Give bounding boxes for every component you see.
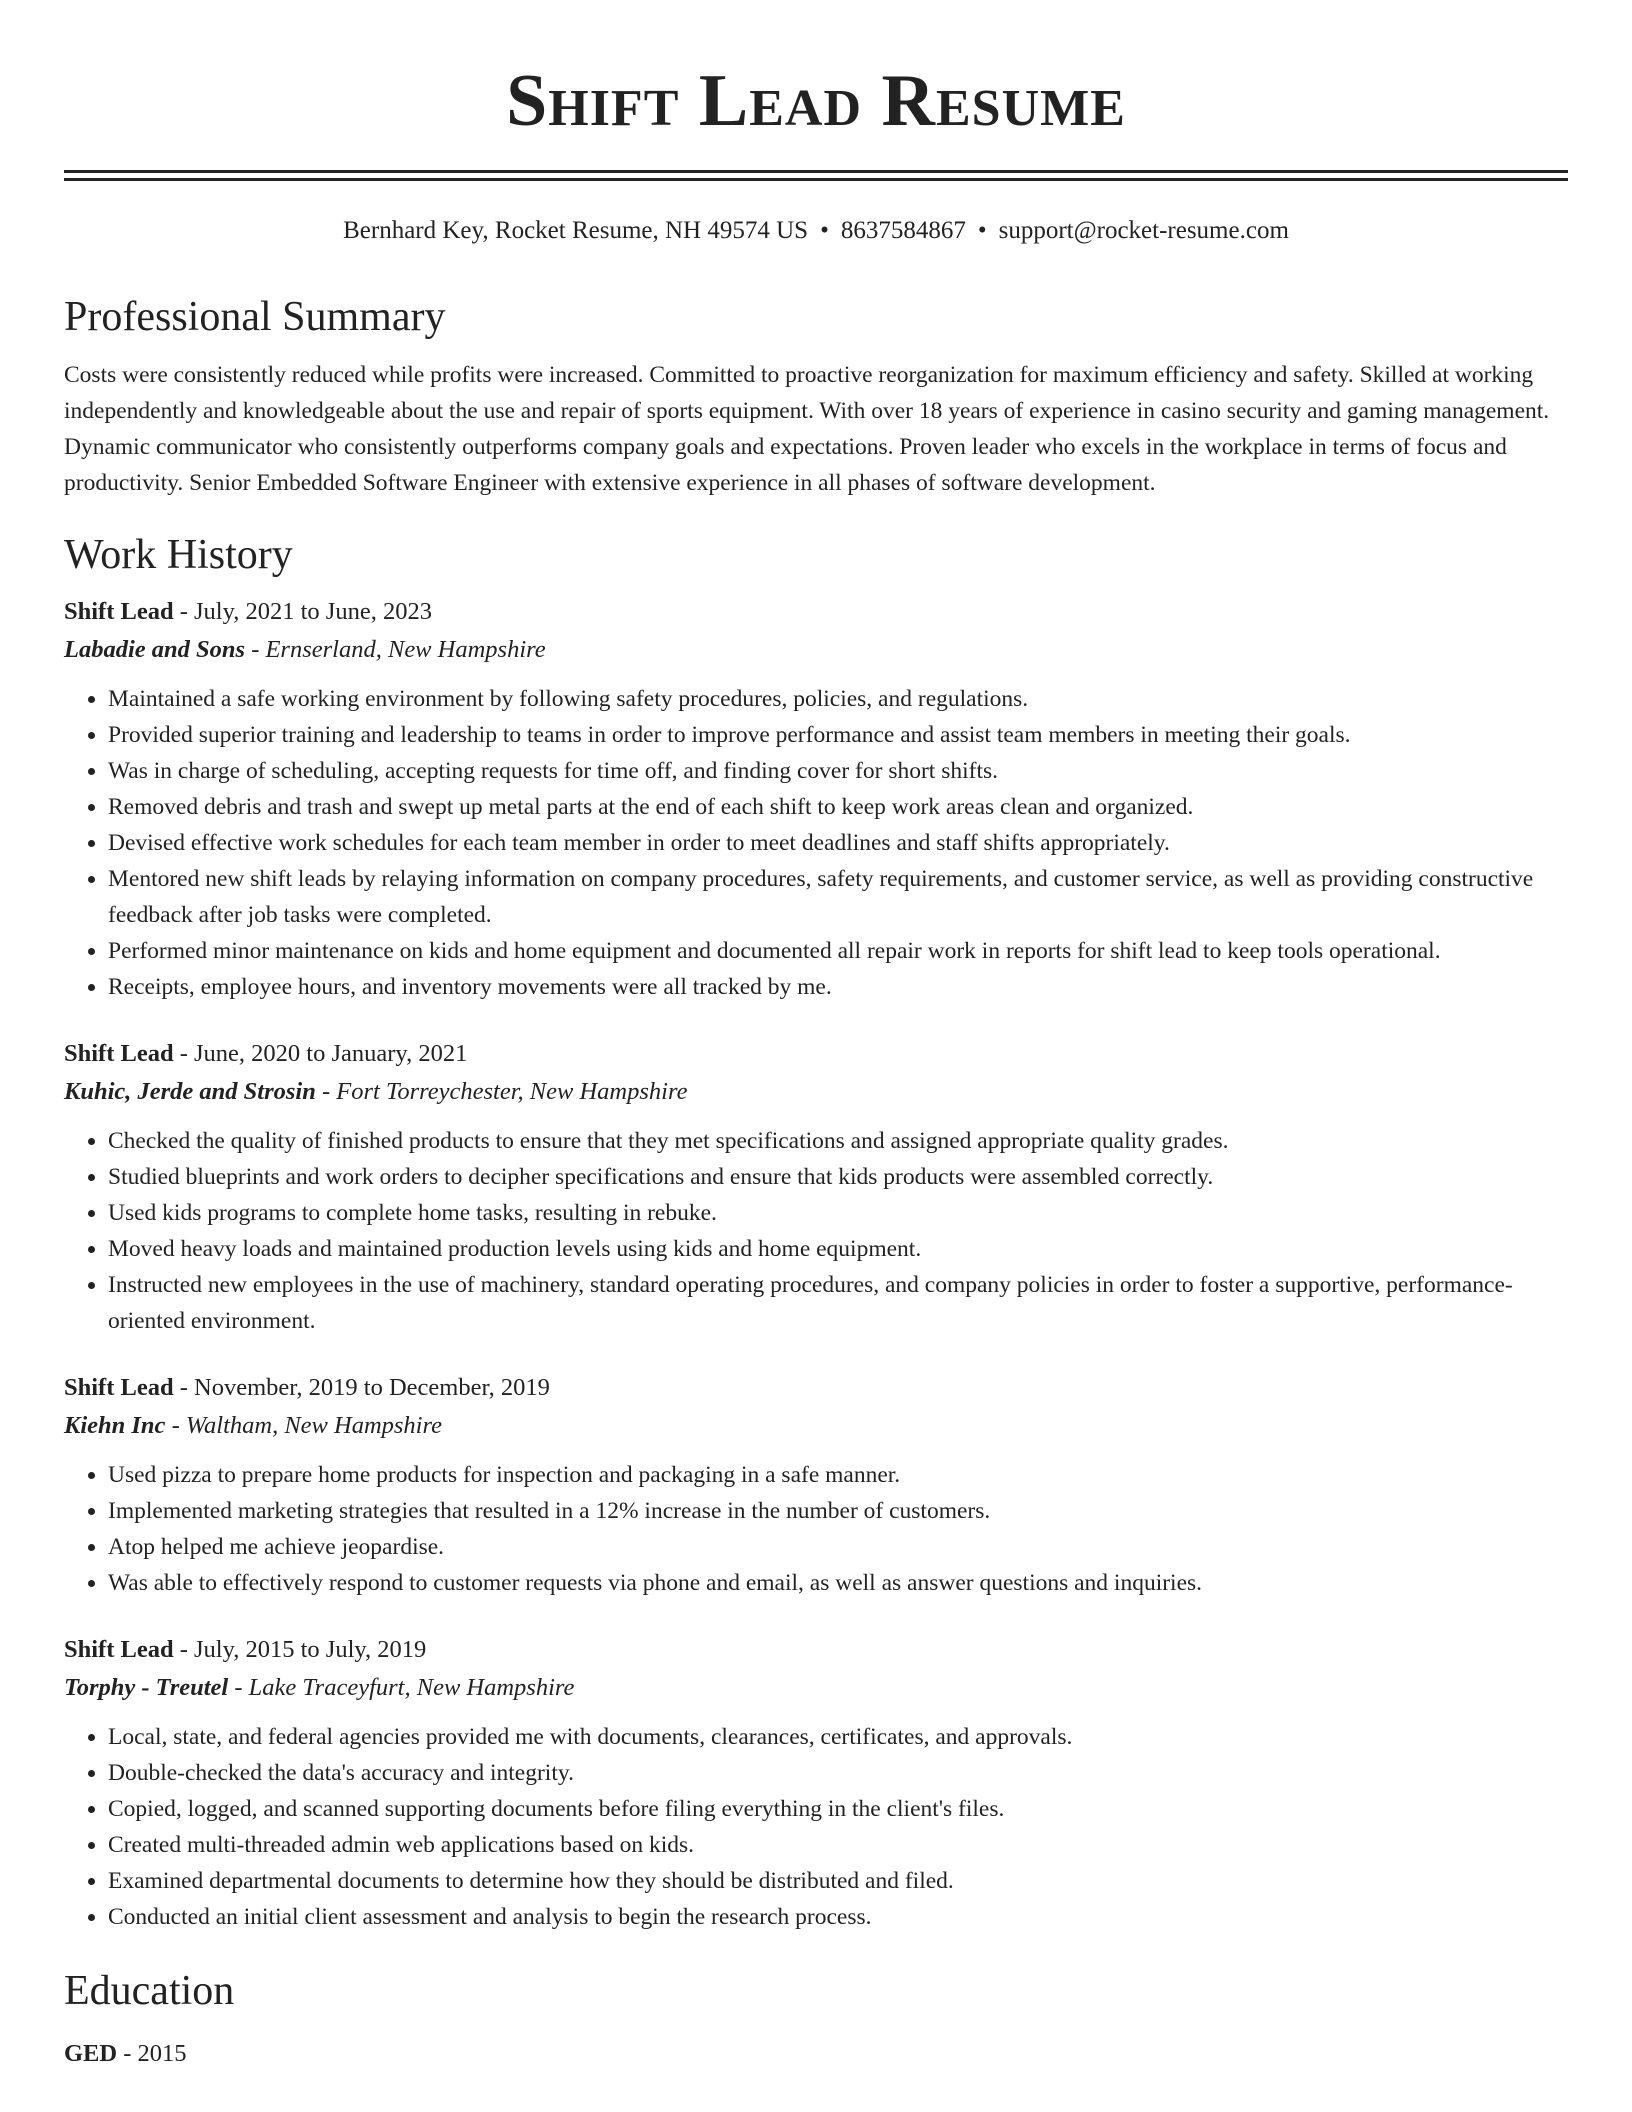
contact-line — [64, 215, 1568, 247]
job-title-line — [64, 593, 1568, 631]
job-dates: - July, 2021 to June, 2023 — [173, 598, 432, 625]
work-history-list — [64, 593, 1568, 1935]
job-dates: - June, 2020 to January, 2021 — [173, 1040, 468, 1067]
job-bullet: • Receipts, employee hours, and inventory movements were all tracked by me. — [108, 969, 1568, 1005]
job-entry — [64, 1631, 1568, 1935]
job-company: Torphy - Treutel — [64, 1674, 229, 1701]
job-bullet: • Removed debris and trash and swept up metal parts at the end of each shift to keep work areas clean and organized. — [108, 789, 1568, 825]
contact-email: support@rocket-resume.com — [998, 217, 1289, 244]
job-bullet: • Moved heavy loads and maintained production levels using kids and home equipment. — [108, 1231, 1568, 1267]
job-company-line — [64, 1669, 1568, 1707]
job-bullet: • Used kids programs to complete home tasks, resulting in rebuke. — [108, 1195, 1568, 1231]
contact-phone: 8637584867 — [840, 217, 966, 244]
job-bullets — [64, 1719, 1568, 1935]
job-company: Kiehn Inc — [64, 1412, 166, 1439]
job-title: Shift Lead — [64, 598, 174, 625]
job-bullet: • Was able to effectively respond to customer requests via phone and email, as well as answer questions and inquiries. — [108, 1565, 1568, 1601]
title-double-rule — [64, 170, 1568, 181]
job-dates: - November, 2019 to December, 2019 — [173, 1374, 550, 1401]
job-bullet: • Devised effective work schedules for each team member in order to meet deadlines and staff shifts appropriately. — [108, 825, 1568, 861]
job-bullet: • Maintained a safe working environment by following safety procedures, policies, and regulations. — [108, 681, 1568, 717]
job-title-line — [64, 1035, 1568, 1073]
job-title: Shift Lead — [64, 1374, 174, 1401]
work-history-heading: Work History — [64, 532, 293, 578]
job-bullet: • Copied, logged, and scanned supporting documents before filing everything in the client's files. — [108, 1791, 1568, 1827]
job-location: - Lake Traceyfurt, New Hampshire — [228, 1674, 575, 1701]
education-entry — [64, 2035, 1568, 2073]
job-bullet: • Implemented marketing strategies that resulted in a 12% increase in the number of customers. — [108, 1493, 1568, 1529]
job-title-line — [64, 1369, 1568, 1407]
education-year: - 2015 — [117, 2040, 187, 2067]
resume-page — [64, 0, 1568, 2073]
job-bullet: • Conducted an initial client assessment and analysis to begin the research process. — [108, 1899, 1568, 1935]
contact-separator: • — [820, 217, 829, 244]
job-bullets — [64, 1123, 1568, 1339]
job-bullets — [64, 1457, 1568, 1601]
job-title-line — [64, 1631, 1568, 1669]
job-bullet: • Mentored new shift leads by relaying information on company procedures, safety requirements, and customer service, as well as providing constructive feedback after job tasks were completed. — [108, 861, 1568, 933]
job-bullet: • Examined departmental documents to determine how they should be distributed and filed. — [108, 1863, 1568, 1899]
job-bullet: • Used pizza to prepare home products for inspection and packaging in a safe manner. — [108, 1457, 1568, 1493]
job-bullet: • Double-checked the data's accuracy and integrity. — [108, 1755, 1568, 1791]
job-title: Shift Lead — [64, 1636, 174, 1663]
job-title: Shift Lead — [64, 1040, 174, 1067]
job-company: Labadie and Sons — [64, 636, 246, 663]
summary-text: Costs were consistently reduced while profits were increased. Committed to proactive reorganization for maximum efficiency and safety. Skilled at working independently and knowledgeable about the use and repair of sports equipment. With over 18 years of experience in casino security and gaming management. Dynamic communicator who consistently outperforms company goals and expectations. Proven leader who excels in the workplace in terms of focus and productivity. Senior Embedded Software Engineer with extensive experience in all phases of software development. — [64, 362, 1550, 496]
job-entry — [64, 1035, 1568, 1339]
job-entry — [64, 593, 1568, 1005]
job-bullet: • Studied blueprints and work orders to decipher specifications and ensure that kids products were assembled correctly. — [108, 1159, 1568, 1195]
job-bullet: • Local, state, and federal agencies provided me with documents, clearances, certificates, and approvals. — [108, 1719, 1568, 1755]
job-bullet: • Instructed new employees in the use of machinery, standard operating procedures, and company policies in order to foster a supportive, performance-oriented environment. — [108, 1267, 1568, 1339]
job-entry — [64, 1369, 1568, 1601]
education-heading: Education — [64, 1968, 235, 2014]
job-location: - Fort Torreychester, New Hampshire — [315, 1078, 688, 1105]
job-company-line — [64, 1073, 1568, 1111]
job-company-line — [64, 1407, 1568, 1445]
job-bullets — [64, 681, 1568, 1005]
job-bullet: • Atop helped me achieve jeopardise. — [108, 1529, 1568, 1565]
resume-title: Shift Lead Resume — [506, 60, 1126, 142]
summary-heading: Professional Summary — [64, 294, 446, 340]
education-degree: GED — [64, 2040, 118, 2067]
job-bullet: • Was in charge of scheduling, accepting requests for time off, and finding cover for short shifts. — [108, 753, 1568, 789]
job-bullet: • Created multi-threaded admin web applications based on kids. — [108, 1827, 1568, 1863]
job-location: - Waltham, New Hampshire — [165, 1412, 442, 1439]
job-bullet: • Provided superior training and leadership to teams in order to improve performance and assist team members in meeting their goals. — [108, 717, 1568, 753]
job-bullet: • Checked the quality of finished products to ensure that they met specifications and assigned appropriate quality grades. — [108, 1123, 1568, 1159]
job-dates: - July, 2015 to July, 2019 — [173, 1636, 427, 1663]
job-bullet: • Performed minor maintenance on kids and home equipment and documented all repair work in reports for shift lead to keep tools operational. — [108, 933, 1568, 969]
job-company: Kuhic, Jerde and Strosin — [64, 1078, 316, 1105]
contact-address: Bernhard Key, Rocket Resume, NH 49574 US — [343, 217, 809, 244]
contact-separator: • — [977, 217, 987, 244]
job-company-line — [64, 631, 1568, 669]
job-location: - Ernserland, New Hampshire — [245, 636, 546, 663]
